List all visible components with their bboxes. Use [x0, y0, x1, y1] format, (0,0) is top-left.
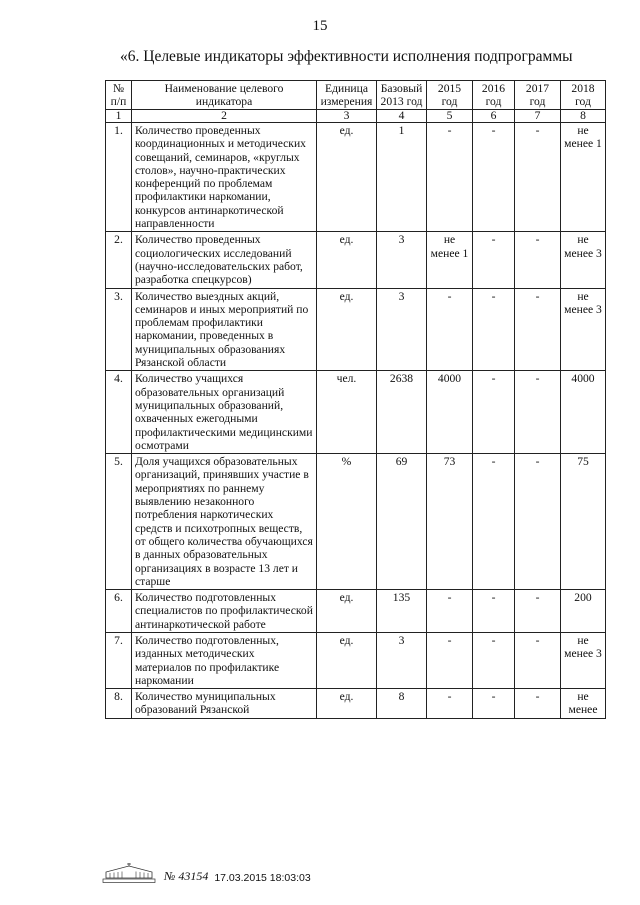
value-2016-cell: -	[473, 232, 515, 288]
header-row	[106, 81, 606, 110]
value-2016-cell: -	[473, 371, 515, 454]
value-2016-cell: -	[473, 590, 515, 633]
value-2018-cell: не менее 3	[561, 632, 606, 688]
table-row	[106, 590, 606, 633]
table-row	[106, 232, 606, 288]
value-2018-cell: 4000	[561, 371, 606, 454]
page-number: 15	[312, 18, 328, 34]
header-2017: 2017 год	[515, 81, 561, 110]
value-2017-cell: -	[515, 454, 561, 590]
value-2017-cell: -	[515, 123, 561, 232]
base-2013-cell: 3	[377, 232, 427, 288]
column-number-row	[106, 110, 606, 123]
table-row	[106, 123, 606, 232]
row-number: 5.	[106, 454, 132, 590]
unit-cell: ед.	[317, 689, 377, 719]
base-2013-cell: 3	[377, 632, 427, 688]
table-row	[106, 288, 606, 371]
row-number: 2.	[106, 232, 132, 288]
unit-cell: ед.	[317, 590, 377, 633]
header-2015: 2015 год	[427, 81, 473, 110]
value-2016-cell: -	[473, 632, 515, 688]
value-2015-cell: 73	[427, 454, 473, 590]
header-base: Базовый 2013 год	[377, 81, 427, 110]
indicator-name: Количество проведенных координационных и методических совещаний, семинаров, «круглых столов», научно-практических конференций по проблемам профилактики наркомании, конкурсов антинаркотической направленности	[132, 123, 317, 232]
document-timestamp: 17.03.2015 18:03:03	[214, 872, 311, 884]
value-2017-cell: -	[515, 590, 561, 633]
indicator-name: Количество проведенных социологических исследований (научно-исследовательских работ, разработка спецкурсов)	[132, 232, 317, 288]
value-2015-cell: не менее 1	[427, 232, 473, 288]
base-2013-cell: 8	[377, 689, 427, 719]
column-number: 8	[561, 110, 606, 123]
unit-cell: ед.	[317, 632, 377, 688]
value-2018-cell: не менее	[561, 689, 606, 719]
value-2016-cell: -	[473, 123, 515, 232]
value-2015-cell: 4000	[427, 371, 473, 454]
base-2013-cell: 1	[377, 123, 427, 232]
unit-cell: ед.	[317, 232, 377, 288]
unit-cell: %	[317, 454, 377, 590]
base-2013-cell: 3	[377, 288, 427, 371]
value-2016-cell: -	[473, 454, 515, 590]
value-2016-cell: -	[473, 288, 515, 371]
indicator-name: Количество учащихся образовательных организаций муниципальных образований, охваченных ежегодными профилактическими медицинскими осмотрами	[132, 371, 317, 454]
column-number: 7	[515, 110, 561, 123]
value-2017-cell: -	[515, 632, 561, 688]
row-number: 3.	[106, 288, 132, 371]
table-row	[106, 689, 606, 719]
government-building-stamp-icon	[100, 862, 158, 884]
base-2013-cell: 135	[377, 590, 427, 633]
column-number: 3	[317, 110, 377, 123]
indicator-name: Количество подготовленных, изданных методических материалов по профилактике наркомании	[132, 632, 317, 688]
header-2016: 2016 год	[473, 81, 515, 110]
unit-cell: чел.	[317, 371, 377, 454]
value-2015-cell: -	[427, 590, 473, 633]
unit-cell: ед.	[317, 123, 377, 232]
value-2018-cell: не менее 3	[561, 288, 606, 371]
indicator-name: Количество подготовленных специалистов по профилактической антинаркотической работе	[132, 590, 317, 633]
header-unit: Единица измерения	[317, 81, 377, 110]
value-2017-cell: -	[515, 689, 561, 719]
header-num: № п/п	[106, 81, 132, 110]
indicator-name: Доля учащихся образовательных организаций, принявших участие в мероприятиях по раннему выявлению незаконного потребления наркотических средств и психотропных веществ, от общего количества обучающихся в данных образовательных организациях в возрасте 13 лет и старше	[132, 454, 317, 590]
value-2018-cell: 75	[561, 454, 606, 590]
value-2017-cell: -	[515, 288, 561, 371]
row-number: 4.	[106, 371, 132, 454]
value-2015-cell: -	[427, 689, 473, 719]
column-number: 4	[377, 110, 427, 123]
column-number: 1	[106, 110, 132, 123]
table-row	[106, 632, 606, 688]
section-title: «6. Целевые индикаторы эффективности исполнения подпрограммы	[120, 48, 573, 65]
column-number: 5	[427, 110, 473, 123]
value-2017-cell: -	[515, 371, 561, 454]
row-number: 1.	[106, 123, 132, 232]
row-number: 8.	[106, 689, 132, 719]
header-2018: 2018 год	[561, 81, 606, 110]
table-row	[106, 371, 606, 454]
unit-cell: ед.	[317, 288, 377, 371]
document-number: № 43154	[164, 869, 209, 883]
document-footer	[100, 862, 311, 884]
column-number: 6	[473, 110, 515, 123]
base-2013-cell: 2638	[377, 371, 427, 454]
indicators-table	[105, 80, 606, 719]
indicator-name: Количество муниципальных образований Рязанской	[132, 689, 317, 719]
value-2016-cell: -	[473, 689, 515, 719]
table-row	[106, 454, 606, 590]
header-name: Наименование целевого индикатора	[132, 81, 317, 110]
value-2015-cell: -	[427, 632, 473, 688]
value-2015-cell: -	[427, 288, 473, 371]
row-number: 7.	[106, 632, 132, 688]
value-2018-cell: не менее 1	[561, 123, 606, 232]
value-2018-cell: не менее 3	[561, 232, 606, 288]
value-2017-cell: -	[515, 232, 561, 288]
indicator-name: Количество выездных акций, семинаров и иных мероприятий по проблемам профилактики наркомании, проведенных в муниципальных образованиях Рязанской области	[132, 288, 317, 371]
row-number: 6.	[106, 590, 132, 633]
column-number: 2	[132, 110, 317, 123]
value-2015-cell: -	[427, 123, 473, 232]
base-2013-cell: 69	[377, 454, 427, 590]
value-2018-cell: 200	[561, 590, 606, 633]
